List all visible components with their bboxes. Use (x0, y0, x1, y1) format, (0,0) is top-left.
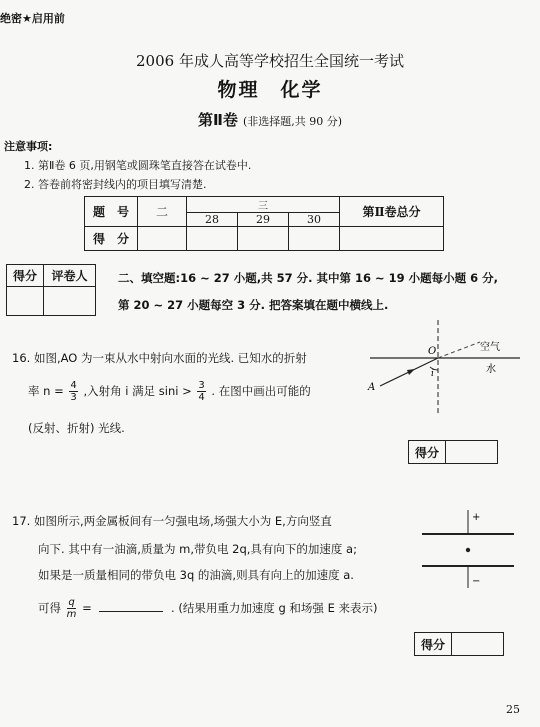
score-table-row1-label: 题 号 (85, 197, 138, 227)
score-table-col-er: 二 (138, 197, 187, 227)
q17-qm-fraction (67, 597, 77, 620)
q16-angle-text: ,入射角 i 满足 sini > (83, 384, 192, 398)
q17-equals: = (82, 601, 92, 615)
ray-arrow-icon (407, 369, 415, 375)
fraction-denominator: 4 (198, 392, 205, 403)
q17-score-cell[interactable] (452, 633, 504, 656)
score-table-col-san: 三 (187, 197, 340, 213)
q16-sin-fraction (197, 380, 205, 403)
score-table (84, 196, 444, 251)
exam-title: 2006 年成人高等学校招生全国统一考试 (136, 52, 404, 70)
section2-line2: 第 20 ~ 27 小题每空 3 分. 把答案填在题中横线上. (118, 298, 389, 312)
score-table-total-label: 第Ⅱ卷总分 (340, 197, 444, 227)
volume-heading (0, 109, 540, 130)
grader-box (6, 264, 96, 316)
notes-item-1: 1. 第Ⅱ卷 6 页,用钢笔或圆珠笔直接答在试卷中. (24, 159, 252, 172)
volume-label: 第Ⅱ卷 (197, 111, 238, 129)
q17-line2: 向下. 其中有一油滴,质量为 m,带负电 2q,具有向下的加速度 a; (38, 542, 357, 556)
q17-line1: 17. 如图所示,两金属板间有一匀强电场,场强大小为 E,方向竖直 (12, 514, 332, 528)
score-table-sub-col: 30 (289, 213, 340, 227)
fraction-numerator: 4 (70, 380, 77, 391)
section2-line1: 二、填空题:16 ~ 27 小题,共 57 分. 其中第 16 ~ 19 小题每小题 6 分, (118, 271, 499, 285)
q16-n-prefix: 率 n = (28, 384, 64, 398)
secret-mark: 绝密★启用前 (0, 12, 65, 25)
label-i: i (431, 369, 434, 379)
q16-instruction-text: . 在图中画出可能的 (211, 384, 311, 398)
fraction-numerator: q (68, 597, 75, 608)
score-cell[interactable] (138, 227, 187, 251)
score-cell-total[interactable] (340, 227, 444, 251)
score-table-sub-col: 28 (187, 213, 238, 227)
q17-score-box (414, 632, 504, 656)
label-water: 水 (486, 364, 496, 375)
volume-note: (非选择题,共 90 分) (242, 115, 343, 128)
notes-heading: 注意事项: (4, 140, 53, 153)
grader-name-cell[interactable] (44, 287, 96, 316)
dashed-ray (438, 342, 480, 358)
q16-n-fraction (69, 380, 77, 403)
q16-line3: (反射、折射) 光线. (28, 421, 125, 435)
score-cell[interactable] (187, 227, 238, 251)
fraction-denominator: m (66, 609, 77, 620)
q16-score-cell[interactable] (446, 441, 498, 464)
notes-item-2: 2. 答卷前将密封线内的项目填写清楚. (24, 178, 207, 191)
label-o: O (428, 346, 437, 357)
grader-name-label: 评卷人 (44, 265, 96, 287)
q17-result-prefix: 可得 (38, 601, 61, 615)
plus-sign: + (472, 512, 481, 523)
q17-line4 (38, 597, 378, 620)
oil-drop-icon (466, 548, 470, 552)
score-cell[interactable] (289, 227, 340, 251)
q16-score-box (408, 440, 498, 464)
score-cell[interactable] (238, 227, 289, 251)
q17-answer-blank[interactable] (99, 601, 163, 612)
q16-refraction-diagram[interactable] (360, 318, 530, 418)
q17-score-label: 得分 (415, 633, 452, 656)
fraction-numerator: 3 (198, 380, 205, 391)
q16-line2 (28, 380, 311, 403)
page-number: 25 (506, 703, 520, 716)
q16-line1: 16. 如图,AO 为一束从水中射向水面的光线. 已知水的折射 (12, 351, 307, 365)
q16-score-label: 得分 (409, 441, 446, 464)
minus-sign: − (472, 576, 481, 587)
label-air: 空气 (480, 342, 500, 353)
grader-score-label: 得分 (7, 265, 44, 287)
q17-capacitor-diagram[interactable] (410, 508, 520, 590)
q17-result-note: . (结果用重力加速度 g 和场强 E 来表示) (171, 601, 378, 615)
score-table-sub-col: 29 (238, 213, 289, 227)
q17-line3: 如果是一质量相同的带负电 3q 的油滴,则具有向上的加速度 a. (38, 568, 354, 582)
label-a: A (368, 382, 376, 393)
score-table-row2-label: 得 分 (85, 227, 138, 251)
grader-score-cell[interactable] (7, 287, 44, 316)
subject-title: 物理 化学 (217, 79, 323, 101)
fraction-denominator: 3 (70, 392, 77, 403)
